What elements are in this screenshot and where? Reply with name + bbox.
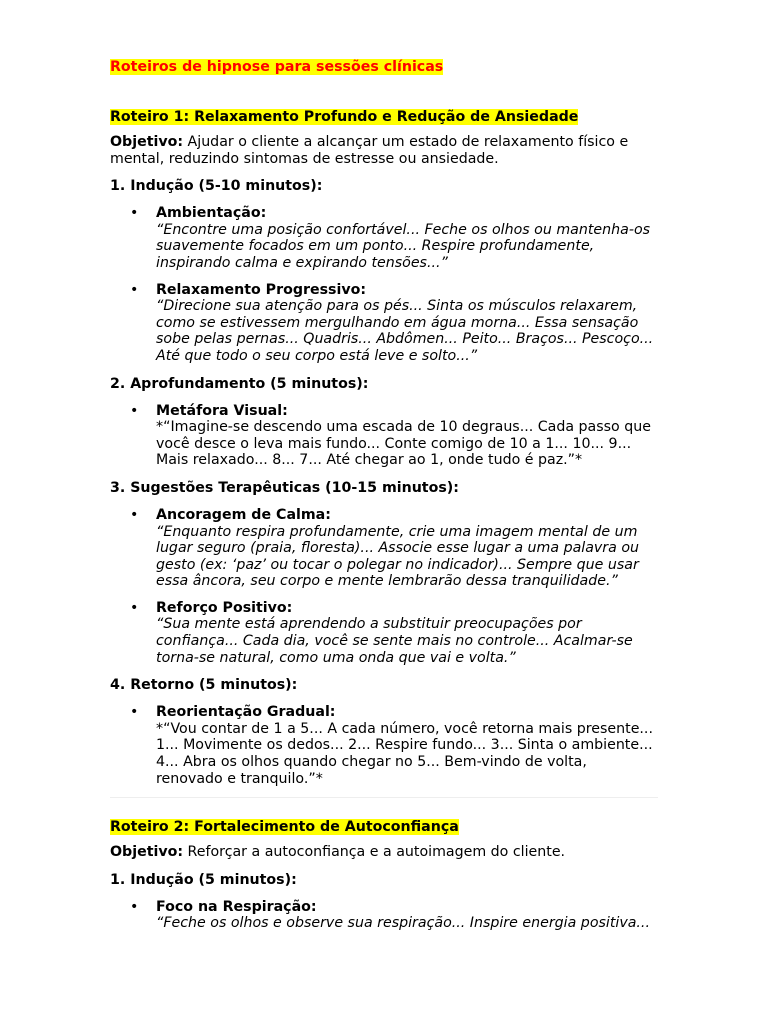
document-page bbox=[110, 56, 658, 942]
item-title: • Foco na Respiração: bbox=[156, 898, 317, 915]
script1-title-text: Roteiro 1: Relaxamento Profundo e Redução de Ansiedade bbox=[110, 109, 579, 125]
item-title: • Ancoragem de Calma: bbox=[156, 506, 331, 523]
item-title: • Relaxamento Progressivo: bbox=[156, 281, 367, 298]
script2-objective-text: Reforçar a autoconfiança e a autoimagem do cliente. bbox=[187, 844, 566, 861]
item-text: “Direcione sua atenção para os pés... Sinta os músculos relaxarem, como se estivessem mergulhando em água morna... Essa sensação sobe pelas pernas... Quadris... Abdômen... Peito... Braços... Pescoço... Até que todo o seu corpo está leve e solto...” bbox=[156, 298, 654, 364]
script1-objective-text: Ajudar o cliente a alcançar um estado de relaxamento físico e mental, reduzindo sintomas de estresse ou ansiedade. bbox=[110, 134, 629, 167]
list-item bbox=[110, 403, 658, 469]
list-item bbox=[110, 704, 658, 787]
script2-phase1-title: 1. Indução (5 minutos): bbox=[110, 871, 297, 888]
script1-objective bbox=[110, 134, 658, 167]
item-text: “Sua mente está aprendendo a substituir preocupações por confiança... Cada dia, você se sente mais no controle... Acalmar-se torna-se natural, como uma onda que vai e volta.” bbox=[156, 616, 633, 666]
item-title: • Reforço Positivo: bbox=[156, 599, 293, 616]
item-text: “Encontre uma posição confortável... Feche os olhos ou mantenha-os suavemente focados em um ponto... Respire profundamente, inspirando calma e expirando tensões...” bbox=[156, 221, 651, 271]
item-title: • Reorientação Gradual: bbox=[156, 704, 336, 721]
item-text: “Feche os olhos e observe sua respiração... Inspire energia positiva... bbox=[156, 915, 650, 932]
section-divider bbox=[110, 797, 658, 798]
script2-objective bbox=[110, 844, 658, 861]
script1-phase3-title: 3. Sugestões Terapêuticas (10-15 minutos): bbox=[110, 479, 459, 496]
script1-phase1-title: 1. Indução (5-10 minutos): bbox=[110, 178, 323, 195]
item-text: “Enquanto respira profundamente, crie uma imagem mental de um lugar seguro (praia, floresta)... Associe esse lugar a uma palavra ou gesto (ex: ‘paz’ ou tocar o polegar no indicador)... Sempre que usar essa âncora, seu corpo e mente lembrarão dessa tranquilidade.” bbox=[156, 523, 640, 590]
script2-title bbox=[110, 816, 658, 838]
item-title: • Metáfora Visual: bbox=[156, 402, 288, 419]
item-text: *“Vou contar de 1 a 5... A cada número, você retorna mais presente... 1... Movimente os dedos... 2... Respire fundo... 3... Sinta o ambiente... 4... Abra os olhos quando chegar no 5... Bem-vindo de volta, renovado e tranquilo.”* bbox=[156, 720, 653, 787]
document-title-text: Roteiros de hipnose para sessões clínicas bbox=[110, 59, 444, 75]
item-title: • Ambientação: bbox=[156, 205, 267, 222]
script1-phase2-title: 2. Aprofundamento (5 minutos): bbox=[110, 375, 369, 392]
list-item bbox=[110, 507, 658, 590]
script1-phase2-list bbox=[110, 403, 658, 469]
script1-phase4-list bbox=[110, 704, 658, 787]
document-title bbox=[110, 56, 658, 78]
list-item bbox=[110, 282, 658, 365]
script2-phase1-list bbox=[110, 899, 658, 932]
item-text: *“Imagine-se descendo uma escada de 10 degraus... Cada passo que você desce o leva mais fundo... Conte comigo de 10 a 1... 10... 9... Mais relaxado... 8... 7... Até chegar ao 1, onde tudo é paz.”* bbox=[156, 419, 651, 469]
script2-objective-label: Objetivo: bbox=[110, 844, 184, 861]
script1-phase3-list bbox=[110, 507, 658, 666]
script1-title bbox=[110, 106, 658, 128]
list-item bbox=[110, 205, 658, 271]
script1-phase1-list bbox=[110, 205, 658, 364]
list-item bbox=[110, 899, 658, 932]
script2-title-text: Roteiro 2: Fortalecimento de Autoconfiança bbox=[110, 819, 459, 836]
list-item bbox=[110, 600, 658, 666]
script1-objective-label: Objetivo: bbox=[110, 134, 184, 150]
script1-phase4-title: 4. Retorno (5 minutos): bbox=[110, 677, 298, 694]
